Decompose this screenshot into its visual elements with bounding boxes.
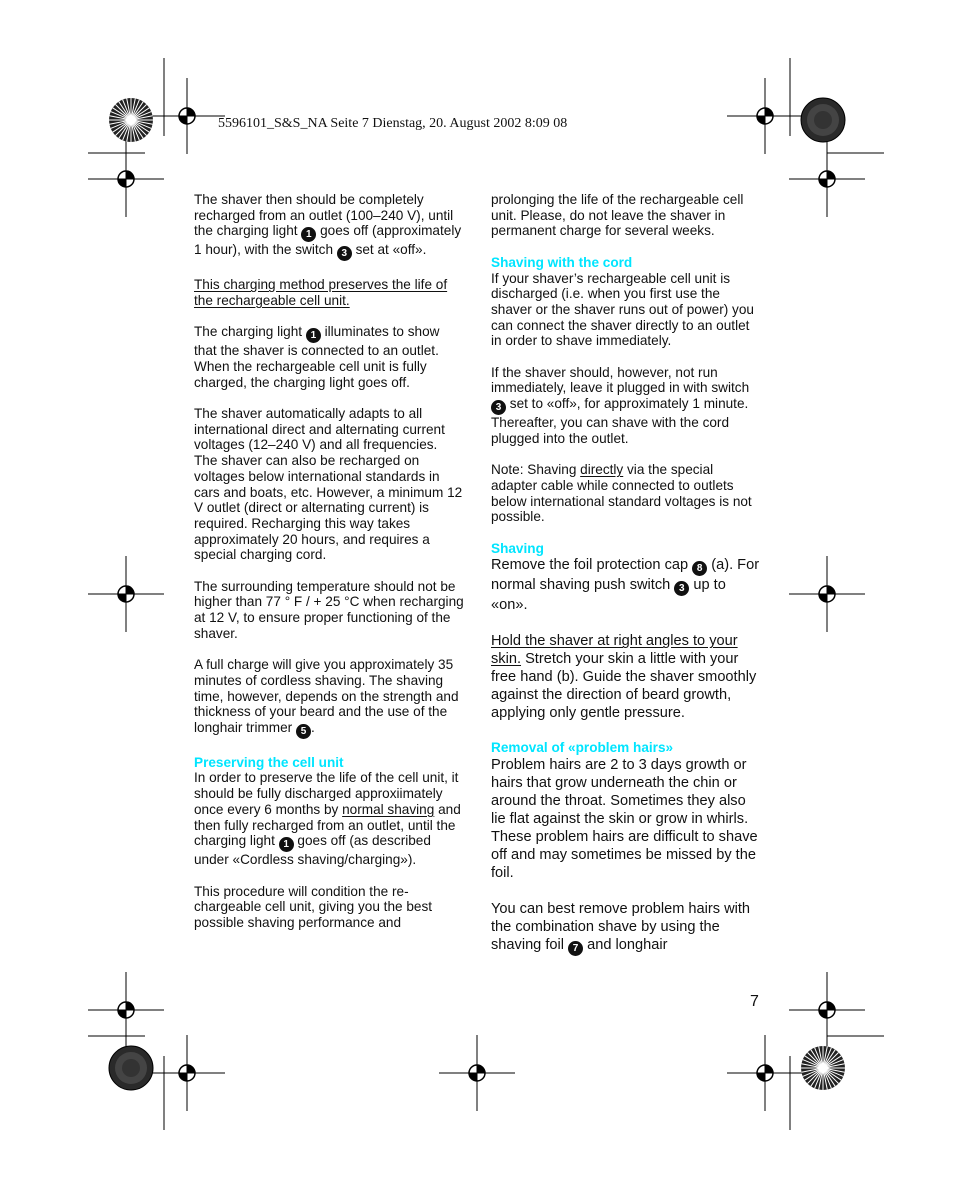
callout-1-icon: 1 — [279, 837, 294, 852]
heading-shaving: Shaving — [491, 540, 544, 556]
callout-8-icon: 8 — [692, 561, 707, 576]
charging-light-paragraph: The charging light 1 illuminates to show that the shaver is connected to an outlet. When the rechargeable cell unit is fully charged, the charging light goes off. — [194, 324, 440, 390]
callout-3-icon: 3 — [491, 400, 506, 415]
prolonging-paragraph: prolonging the life of the rechargeable cell unit. Please, do not leave the shaver in permanent charge for several weeks. — [491, 192, 744, 239]
larger-text-block — [491, 541, 763, 956]
heading-problem-hairs: Removal of «problem hairs» — [491, 740, 674, 756]
note-paragraph: Note: Shaving directly via the special adapter cable while connected to outlets below international standard voltages is not possible. — [491, 462, 752, 525]
preserve-paragraph: In order to preserve the life of the cell unit, it should be fully discharged approxiimately once every 6 months by normal shaving and then fully recharged from an outlet, until the charging light 1 goes off (as described under «Cordless shaving/charging»). — [194, 770, 461, 868]
left-column — [194, 192, 464, 946]
callout-1-icon: 1 — [306, 328, 321, 343]
right-column — [491, 192, 763, 974]
not-run-paragraph: If the shaver should, however, not run immediately, leave it plugged in with switch 3 set to «off», for approximately 1 minute. Thereafter, you can shave with the cord plugged into the outlet. — [491, 364, 750, 446]
cord-paragraph: If your shaver’s rechargeable cell unit is discharged (i.e. when you first use the shaver or the shaver runs out of power) you can connect the shaver directly to an outlet in order to shave immediately. — [491, 270, 754, 349]
callout-5-icon: 5 — [296, 724, 311, 739]
heading-shaving-with-cord: Shaving with the cord — [491, 254, 633, 270]
callout-7-icon: 7 — [568, 941, 583, 956]
heading-preserving-cell-unit: Preserving the cell unit — [194, 754, 344, 770]
full-charge-paragraph: A full charge will give you approximately 35 minutes of cordless shaving. The shaving time, however, depends on the strength and thickness of your beard and the use of the longhair trimmer 5 . — [194, 657, 459, 738]
page-number: 7 — [750, 993, 759, 1010]
callout-3-icon: 3 — [674, 581, 689, 596]
shaving-paragraph: Remove the foil protection cap 8 (a). For normal shaving push switch 3 up to «on». — [491, 557, 760, 614]
print-slug: 5596101_S&S_NA Seite 7 Dienstag, 20. August 2002 8:09 08 — [218, 116, 568, 131]
voltage-paragraph: The shaver automatically adapts to all international direct and alternating current voltages (12–240 V) and all frequencies. The shaver can also be recharged on voltages below international standards in cars and boats, etc. However, a minimum 12 V outlet (direct or alternating current) is required. Recharging this way takes approximately 20 hours, and requires a special charging cord. — [194, 405, 463, 563]
condition-paragraph: This procedure will condition the rechargeable cell unit, giving you the best possible shaving performance and — [194, 883, 433, 931]
callout-1-icon: 1 — [301, 227, 316, 242]
recharge-paragraph: The shaver then should be completely recharged from an outlet (100–240 V), until the charging light 1 goes off (approximately 1 hour), with the switch 3 set at «off». — [194, 192, 462, 260]
temperature-paragraph: The surrounding temperature should not be higher than 77 ° F / + 25 °C when recharging at 12 V, to ensure proper functioning of the shaver. — [194, 578, 464, 641]
hold-shaver-paragraph: Hold the shaver at right angles to your skin. Stretch your skin a little with your free hand (b). Guide the shaver smoothly against the direction of beard growth, applying only gentle pressure. — [491, 633, 757, 722]
callout-3-icon: 3 — [337, 246, 352, 261]
charging-method-note: This charging method preserves the life of the rechargeable cell unit. — [194, 277, 448, 308]
remove-problem-hairs-paragraph: You can best remove problem hairs with the combination shave by using the shaving foil 7 and longhair — [491, 901, 751, 955]
problem-hairs-paragraph: Problem hairs are 2 to 3 days growth or hairs that grow underneath the chin or around the throat. Sometimes they also lie flat against the skin or grow in whirls. These problem hairs are difficult to shave off and may sometimes be missed by the foil. — [491, 757, 758, 882]
